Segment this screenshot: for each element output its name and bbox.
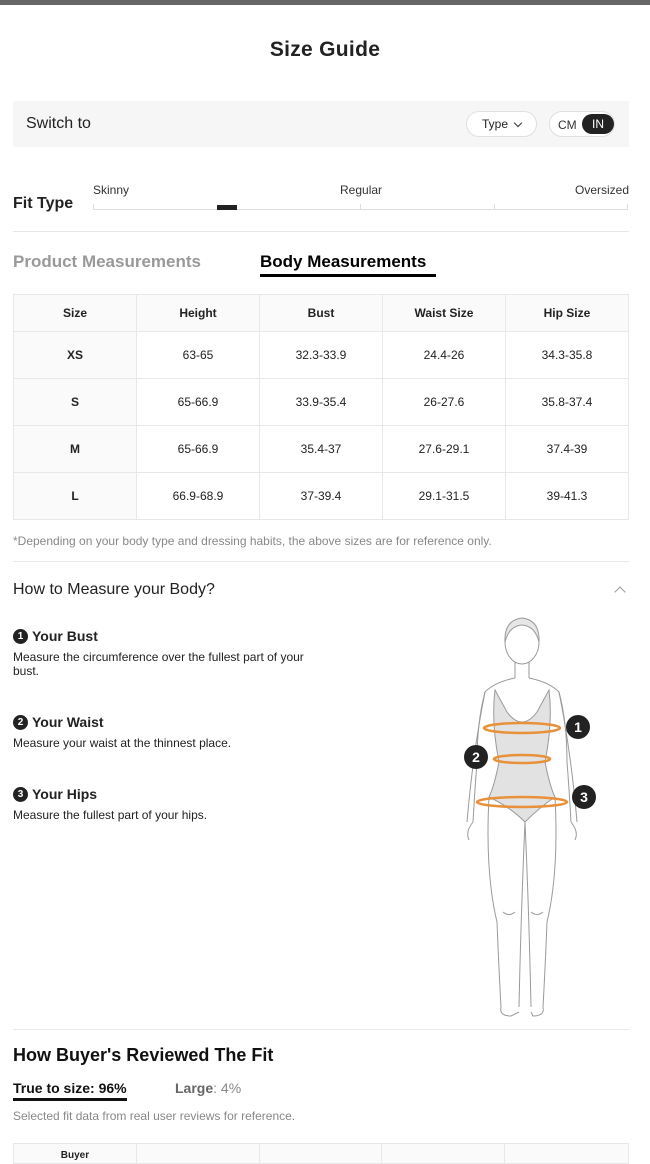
review-section-title: How Buyer's Reviewed The Fit [13,1045,274,1065]
step-description: Measure your waist at the thinnest place. [13,736,232,750]
review-tab-large[interactable] [175,1080,241,1096]
table-header: Waist Size [382,295,505,332]
buyer-table [13,1143,629,1164]
fit-type-label: Fit Type [13,195,74,212]
divider [13,231,629,232]
reference-note: *Depending on your body type and dressing habits, the above sizes are for reference only. [13,534,492,548]
table-cell: 32.3-33.9 [260,332,383,379]
divider [13,1029,629,1030]
table-cell: 65-66.9 [136,379,259,426]
table-cell: S [14,379,137,426]
size-table [13,294,629,520]
table-cell: 29.1-31.5 [382,473,505,520]
fit-scale-notch [494,204,495,210]
step-waist [13,714,333,751]
table-header: Height [136,295,259,332]
body-measurement-figure [455,612,605,1020]
review-tab-true-to-size[interactable]: True to size: 96% [13,1080,127,1096]
review-note: Selected fit data from real user reviews for reference. [13,1109,296,1123]
table-cell: 35.8-37.4 [505,379,628,426]
table-header: Bust [260,295,383,332]
fit-scale-notch [627,204,628,210]
fit-tick-oversized: Oversized [575,183,630,197]
review-large-label: Large [175,1080,214,1096]
page-title: Size Guide [269,38,381,61]
unit-toggle[interactable] [549,111,615,137]
unit-in-option[interactable]: IN [582,114,614,134]
how-to-measure-title: How to Measure your Body? [13,581,215,598]
table-header [259,1144,382,1164]
step-description: Measure the fullest part of your hips. [13,808,208,822]
table-cell: L [14,473,137,520]
step-hips [13,786,333,823]
table-cell: 24.4-26 [382,332,505,379]
table-row [14,379,629,426]
table-cell: 63-65 [136,332,259,379]
type-dropdown-button[interactable] [466,111,537,137]
switch-label: Switch to [26,115,91,132]
unit-cm-option[interactable]: CM [558,118,577,132]
table-cell: 37.4-39 [505,426,628,473]
review-large-value: : 4% [213,1080,242,1096]
marker-2 [464,745,488,769]
svg-text:3: 3 [580,789,588,805]
table-header-row [14,295,629,332]
fit-tick-skinny: Skinny [93,183,130,197]
table-header [136,1144,259,1164]
step-title: Your Hips [32,786,98,802]
svg-text:1: 1 [574,719,582,735]
type-label: Type [481,117,508,131]
table-cell: 35.4-37 [260,426,383,473]
chevron-up-icon[interactable] [614,586,625,597]
active-review-tab-underline [13,1098,127,1101]
table-row [14,473,629,520]
table-cell: 66.9-68.9 [136,473,259,520]
divider [13,561,629,562]
table-cell: 33.9-35.4 [260,379,383,426]
table-cell: 26-27.6 [382,379,505,426]
table-header [382,1144,505,1164]
step-title: Your Bust [32,628,98,644]
table-header: Hip Size [505,295,628,332]
step-description: Measure the circumference over the fullest part of your bust. [13,650,304,678]
top-bar [0,0,650,5]
table-cell: XS [14,332,137,379]
table-header: Buyer [14,1144,137,1164]
table-header [505,1144,629,1164]
active-tab-underline [260,274,436,277]
step-number-badge: 2 [13,715,28,730]
table-cell: 65-66.9 [136,426,259,473]
chevron-down-icon [514,118,522,126]
table-row [14,332,629,379]
fit-tick-regular: Regular [340,183,383,197]
tab-product-measurements[interactable]: Product Measurements [13,252,201,271]
table-header: Size [14,295,137,332]
table-header-row [14,1144,629,1164]
table-cell: 37-39.4 [260,473,383,520]
table-cell: 34.3-35.8 [505,332,628,379]
step-bust [13,628,333,679]
fit-scale-notch [360,204,361,210]
step-number-badge: 1 [13,629,28,644]
table-cell: M [14,426,137,473]
table-row [14,426,629,473]
marker-3 [572,785,596,809]
table-cell: 39-41.3 [505,473,628,520]
svg-text:2: 2 [472,749,480,765]
step-number-badge: 3 [13,787,28,802]
tab-body-measurements[interactable]: Body Measurements [260,252,427,271]
fit-scale-marker [217,205,237,210]
table-cell: 27.6-29.1 [382,426,505,473]
step-title: Your Waist [32,714,104,730]
unit-switch-bar [13,101,629,147]
marker-1 [566,715,590,739]
fit-scale-notch [93,204,94,210]
